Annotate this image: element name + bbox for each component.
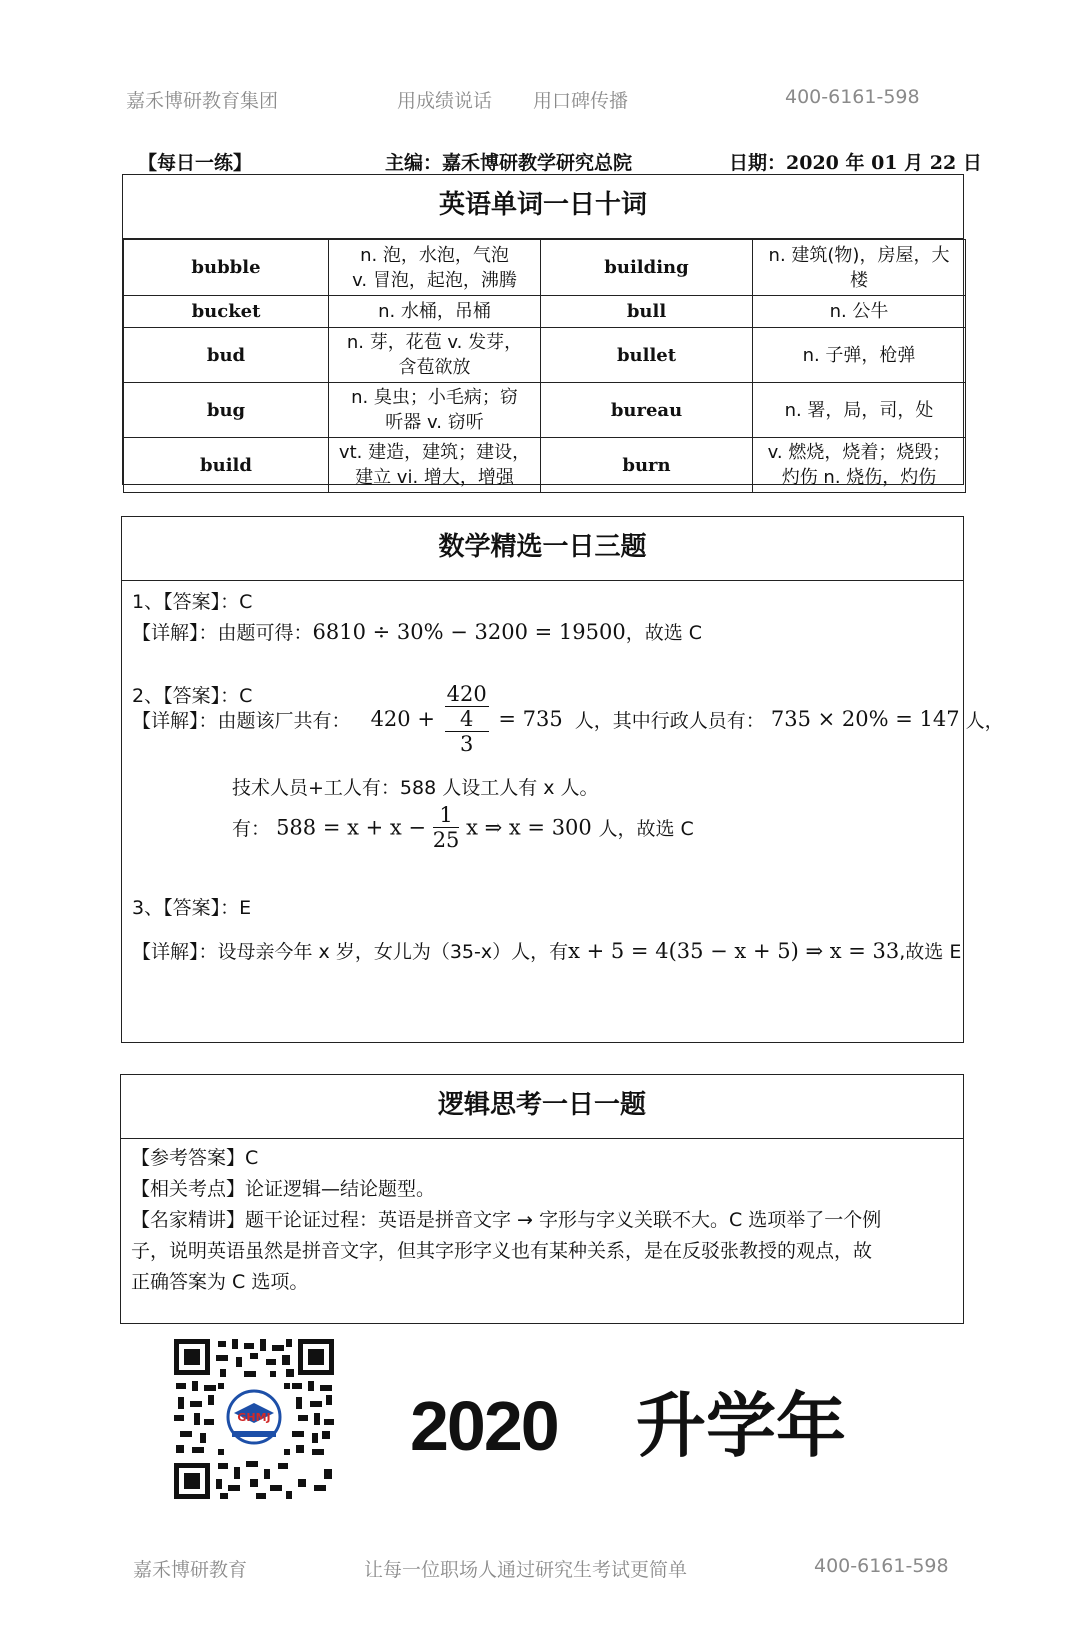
meaning: n. 公牛 (753, 296, 966, 328)
math-title: 数学精选一日三题 (122, 517, 963, 581)
q2-line3: 有： 588 = x + x − $\frac{1}{25}$ x ⇒ x = 300 人，故选 C (232, 803, 694, 852)
qr-code[interactable] (174, 1339, 334, 1499)
word: build (124, 438, 329, 493)
q1-answer: 1、【答案】：C (132, 591, 253, 613)
meaning: n. 水桶，吊桶 (329, 296, 541, 328)
q2-detail: 【详解】：由题该厂共有： 420 + 420 4 3 = 735 人，其中行政人员有： 735 × 20% = 147 人， (132, 682, 1004, 756)
logic-line-5: 正确答案为 C 选项。 (131, 1271, 309, 1293)
english-section (122, 174, 964, 488)
promo-year: 2020 (410, 1387, 558, 1465)
meaning: n. 子弹，枪弹 (753, 328, 966, 383)
q3-detail: 【详解】：设母亲今年 x 岁，女儿为（35-x）人，有x + 5 = 4(35 − x + 5) ⇒ x = 33,故选 E (132, 939, 962, 963)
header-slogan-1: 用成绩说话 (397, 90, 493, 112)
word: bud (124, 328, 329, 383)
math-section (121, 516, 1004, 1043)
meaning: n. 署，局，司，处 (753, 383, 966, 438)
header-phone: 400-6161-598 (785, 86, 920, 108)
table-row (124, 328, 966, 383)
date-label: 日期：2020 年 01 月 22 日 (729, 152, 982, 174)
meaning: vt. 建造，建筑；建设， 建立 vi. 增大，增强 (329, 438, 541, 493)
word-table (123, 239, 966, 493)
meaning: n. 建筑(物)，房屋，大 楼 (753, 240, 966, 296)
word: bug (124, 383, 329, 438)
promo-text: 升学年 (636, 1385, 846, 1467)
table-row (124, 296, 966, 328)
q2-line2: 技术人员+工人有：588 人设工人有 x 人。 (232, 777, 599, 799)
word: burn (541, 438, 753, 493)
table-row (124, 383, 966, 438)
daily-practice-tag: 【每日一练】 (138, 152, 253, 174)
footer-org: 嘉禾博研教育 (133, 1559, 248, 1581)
qr-logo-text: GHMJ (237, 1411, 271, 1424)
header-org: 嘉禾博研教育集团 (126, 90, 279, 112)
logic-line-2: 【相关考点】论证逻辑—结论题型。 (131, 1178, 436, 1200)
meaning: n. 臭虫；小毛病；窃 听器 v. 窃听 (329, 383, 541, 438)
editor-label: 主编：嘉禾博研教学研究总院 (385, 152, 633, 174)
word: bubble (124, 240, 329, 296)
q2-answer: 2、【答案】：C (132, 685, 253, 707)
word: bullet (541, 328, 753, 383)
q1-detail: 【详解】：由题可得：6810 ÷ 30% − 3200 = 19500，故选 C (132, 620, 703, 644)
logic-section (120, 1074, 964, 1324)
logic-title: 逻辑思考一日一题 (121, 1075, 963, 1139)
logic-line-3: 【名家精讲】题干论证过程：英语是拼音文字 → 字形与字义关联不大。C 选项举了一个例 (131, 1209, 882, 1231)
table-row (124, 240, 966, 296)
q3-answer: 3、【答案】：E (132, 897, 252, 919)
meaning: n. 芽，花苞 v. 发芽， 含苞欲放 (329, 328, 541, 383)
word: building (541, 240, 753, 296)
table-row (124, 438, 966, 493)
english-title: 英语单词一日十词 (123, 175, 963, 239)
logic-line-4: 子，说明英语虽然是拼音文字，但其字形字义也有某种关系，是在反驳张教授的观点，故 (131, 1240, 873, 1262)
logic-line-1: 【参考答案】C (131, 1147, 259, 1169)
footer-slogan: 让每一位职场人通过研究生考试更简单 (364, 1559, 688, 1581)
header-slogan-2: 用口碑传播 (533, 90, 629, 112)
word: bull (541, 296, 753, 328)
footer-phone: 400-6161-598 (814, 1555, 949, 1577)
word: bureau (541, 383, 753, 438)
word: bucket (124, 296, 329, 328)
meaning: n. 泡，水泡，气泡 v. 冒泡，起泡，沸腾 (329, 240, 541, 296)
meaning: v. 燃烧，烧着；烧毁； 灼伤 n. 烧伤，灼伤 (753, 438, 966, 493)
